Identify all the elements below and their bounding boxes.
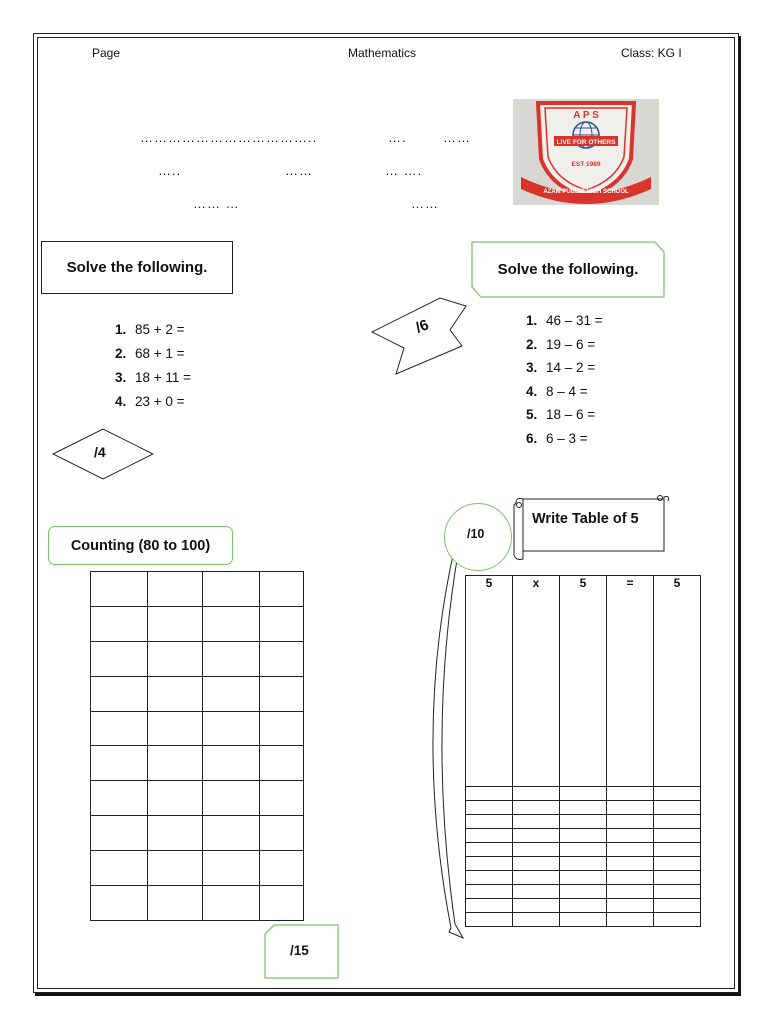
table-row	[466, 898, 701, 912]
table-cell[interactable]	[466, 786, 513, 800]
subtraction-question: 6. 6 – 3 =	[526, 430, 588, 446]
addition-title: Solve the following.	[66, 259, 208, 276]
logo-motto: LIVE FOR OTHERS	[556, 139, 616, 146]
counting-row	[91, 641, 304, 676]
counting-cell[interactable]	[147, 676, 203, 711]
addition-title-box	[41, 241, 233, 294]
table-cell[interactable]	[512, 842, 559, 856]
counting-cell[interactable]	[91, 711, 148, 746]
counting-cell[interactable]	[260, 746, 304, 781]
name-line: ……	[443, 130, 471, 145]
header-class: Class: KG I	[621, 46, 682, 60]
table-cell[interactable]	[606, 814, 653, 828]
counting-cell[interactable]	[260, 572, 304, 607]
counting-cell[interactable]	[203, 676, 260, 711]
counting-cell[interactable]	[203, 572, 260, 607]
table-of-5-grid	[465, 575, 701, 927]
school-logo	[513, 99, 659, 205]
table-row	[466, 828, 701, 842]
table-cell[interactable]	[653, 884, 700, 898]
table-cell[interactable]	[559, 828, 606, 842]
counting-cell[interactable]	[147, 851, 203, 886]
logo-est: EST 1989	[571, 161, 601, 168]
counting-cell[interactable]	[91, 781, 148, 816]
header-subject: Mathematics	[348, 46, 417, 60]
table-cell[interactable]	[512, 912, 559, 926]
table-cell[interactable]	[606, 828, 653, 842]
table-cell[interactable]	[559, 912, 606, 926]
table-cell: =	[606, 576, 653, 787]
table-cell[interactable]	[512, 856, 559, 870]
table-cell: 5	[559, 576, 606, 787]
table-row	[466, 856, 701, 870]
table-cell[interactable]	[466, 800, 513, 814]
counting-cell[interactable]	[91, 851, 148, 886]
table-cell[interactable]	[466, 884, 513, 898]
counting-cell[interactable]	[260, 711, 304, 746]
table-cell[interactable]	[653, 898, 700, 912]
counting-row	[91, 781, 304, 816]
table-cell[interactable]	[512, 828, 559, 842]
counting-row	[91, 746, 304, 781]
table-cell[interactable]	[466, 842, 513, 856]
name-line: ………………………………..	[140, 130, 318, 145]
table-title-scroll	[510, 493, 670, 563]
subtraction-title: Solve the following.	[497, 261, 639, 278]
table-cell[interactable]	[606, 912, 653, 926]
subtraction-question: 5. 18 – 6 =	[526, 407, 596, 422]
table-cell[interactable]	[653, 842, 700, 856]
school-logo-emblem	[513, 99, 659, 205]
table-cell[interactable]	[512, 814, 559, 828]
addition-score-diamond	[52, 428, 154, 480]
counting-cell[interactable]	[260, 676, 304, 711]
table-cell[interactable]	[606, 856, 653, 870]
counting-cell[interactable]	[260, 781, 304, 816]
table-cell[interactable]	[512, 786, 559, 800]
counting-cell[interactable]	[203, 746, 260, 781]
table-cell[interactable]	[559, 884, 606, 898]
counting-cell[interactable]	[147, 816, 203, 851]
counting-score: /15	[290, 943, 309, 958]
counting-cell[interactable]	[203, 886, 260, 921]
counting-row	[91, 851, 304, 886]
counting-cell[interactable]	[260, 606, 304, 641]
name-line: ……	[411, 196, 439, 211]
addition-question: 1. 85 + 2 =	[115, 322, 185, 337]
subtraction-score-pennant	[370, 296, 468, 376]
subtraction-question: 4. 8 – 4 =	[526, 383, 588, 399]
counting-cell[interactable]	[147, 746, 203, 781]
table-cell[interactable]	[653, 814, 700, 828]
table-cell: 5	[466, 576, 513, 787]
table-cell[interactable]	[653, 912, 700, 926]
table-score: /10	[467, 527, 485, 541]
name-line: … ….	[385, 163, 423, 178]
subtraction-score: /6	[413, 316, 432, 337]
table-cell[interactable]	[559, 814, 606, 828]
table-row	[466, 884, 701, 898]
table-cell[interactable]	[512, 870, 559, 884]
table-cell[interactable]	[606, 884, 653, 898]
counting-cell[interactable]	[260, 851, 304, 886]
counting-row	[91, 711, 304, 746]
addition-question: 4. 23 + 0 =	[115, 394, 185, 409]
table-cell: x	[512, 576, 559, 787]
table-row	[466, 870, 701, 884]
table-cell[interactable]	[653, 870, 700, 884]
counting-title-box	[48, 526, 233, 565]
logo-initials: A P S	[573, 110, 599, 121]
counting-row	[91, 816, 304, 851]
subtraction-question: 2. 19 – 6 =	[526, 336, 596, 352]
name-line: …..	[158, 163, 182, 178]
table-row	[466, 576, 701, 787]
counting-cell[interactable]	[147, 781, 203, 816]
counting-cell[interactable]	[203, 711, 260, 746]
counting-row	[91, 886, 304, 921]
table-row	[466, 912, 701, 926]
counting-cell[interactable]	[91, 676, 148, 711]
counting-cell[interactable]	[147, 711, 203, 746]
table-cell[interactable]	[606, 786, 653, 800]
subtraction-title-box	[471, 241, 665, 298]
counting-cell[interactable]	[203, 781, 260, 816]
counting-cell[interactable]	[260, 641, 304, 676]
table-cell[interactable]	[653, 786, 700, 800]
counting-row	[91, 676, 304, 711]
table-title: Write Table of 5	[532, 511, 639, 527]
counting-cell[interactable]	[147, 641, 203, 676]
table-cell[interactable]	[653, 800, 700, 814]
table-cell[interactable]	[466, 912, 513, 926]
table-cell[interactable]	[466, 898, 513, 912]
subtraction-question: 1. 46 – 31 =	[526, 313, 603, 328]
table-cell[interactable]	[653, 856, 700, 870]
addition-question: 2. 68 + 1 =	[115, 346, 185, 361]
name-line: ….	[388, 130, 407, 145]
table-cell[interactable]	[559, 786, 606, 800]
counting-cell[interactable]	[147, 886, 203, 921]
counting-cell[interactable]	[260, 886, 304, 921]
counting-cell[interactable]	[147, 572, 203, 607]
table-row	[466, 800, 701, 814]
table-score-circle	[444, 503, 512, 571]
table-cell[interactable]	[606, 898, 653, 912]
logo-school-name: AZAM PUBLIC HIGH SCHOOL	[543, 189, 629, 195]
table-cell[interactable]	[559, 870, 606, 884]
table-cell[interactable]	[559, 898, 606, 912]
counting-cell[interactable]	[203, 606, 260, 641]
addition-score: /4	[94, 444, 106, 460]
table-cell[interactable]	[606, 800, 653, 814]
table-row	[466, 786, 701, 800]
counting-cell[interactable]	[203, 641, 260, 676]
table-cell[interactable]	[466, 814, 513, 828]
counting-row	[91, 606, 304, 641]
table-cell[interactable]	[466, 828, 513, 842]
counting-score-box	[264, 924, 339, 979]
counting-cell[interactable]	[91, 746, 148, 781]
addition-question: 3. 18 + 11 =	[115, 370, 192, 385]
counting-cell[interactable]	[91, 606, 148, 641]
table-cell[interactable]	[559, 856, 606, 870]
table-cell: 5	[653, 576, 700, 787]
table-cell[interactable]	[606, 870, 653, 884]
counting-row	[91, 572, 304, 607]
counting-cell[interactable]	[203, 816, 260, 851]
counting-cell[interactable]	[91, 816, 148, 851]
counting-cell[interactable]	[91, 572, 148, 607]
table-cell[interactable]	[559, 800, 606, 814]
table-cell[interactable]	[653, 828, 700, 842]
counting-cell[interactable]	[203, 851, 260, 886]
subtraction-question: 3. 14 – 2 =	[526, 360, 596, 375]
counting-title: Counting (80 to 100)	[70, 537, 211, 554]
counting-cell[interactable]	[91, 641, 148, 676]
subtraction-question-list	[526, 309, 603, 450]
table-cell[interactable]	[512, 898, 559, 912]
counting-cell[interactable]	[147, 606, 203, 641]
counting-cell[interactable]	[91, 886, 148, 921]
name-line: …… …	[193, 196, 240, 211]
table-cell[interactable]	[466, 856, 513, 870]
addition-question-list	[115, 318, 191, 414]
counting-cell[interactable]	[260, 816, 304, 851]
table-cell[interactable]	[606, 842, 653, 856]
table-cell[interactable]	[466, 870, 513, 884]
table-cell[interactable]	[559, 842, 606, 856]
table-row	[466, 842, 701, 856]
table-row	[466, 814, 701, 828]
header-page-label: Page	[92, 46, 121, 60]
counting-grid	[90, 571, 304, 921]
table-cell[interactable]	[512, 800, 559, 814]
name-line: ……	[285, 163, 313, 178]
table-cell[interactable]	[512, 884, 559, 898]
